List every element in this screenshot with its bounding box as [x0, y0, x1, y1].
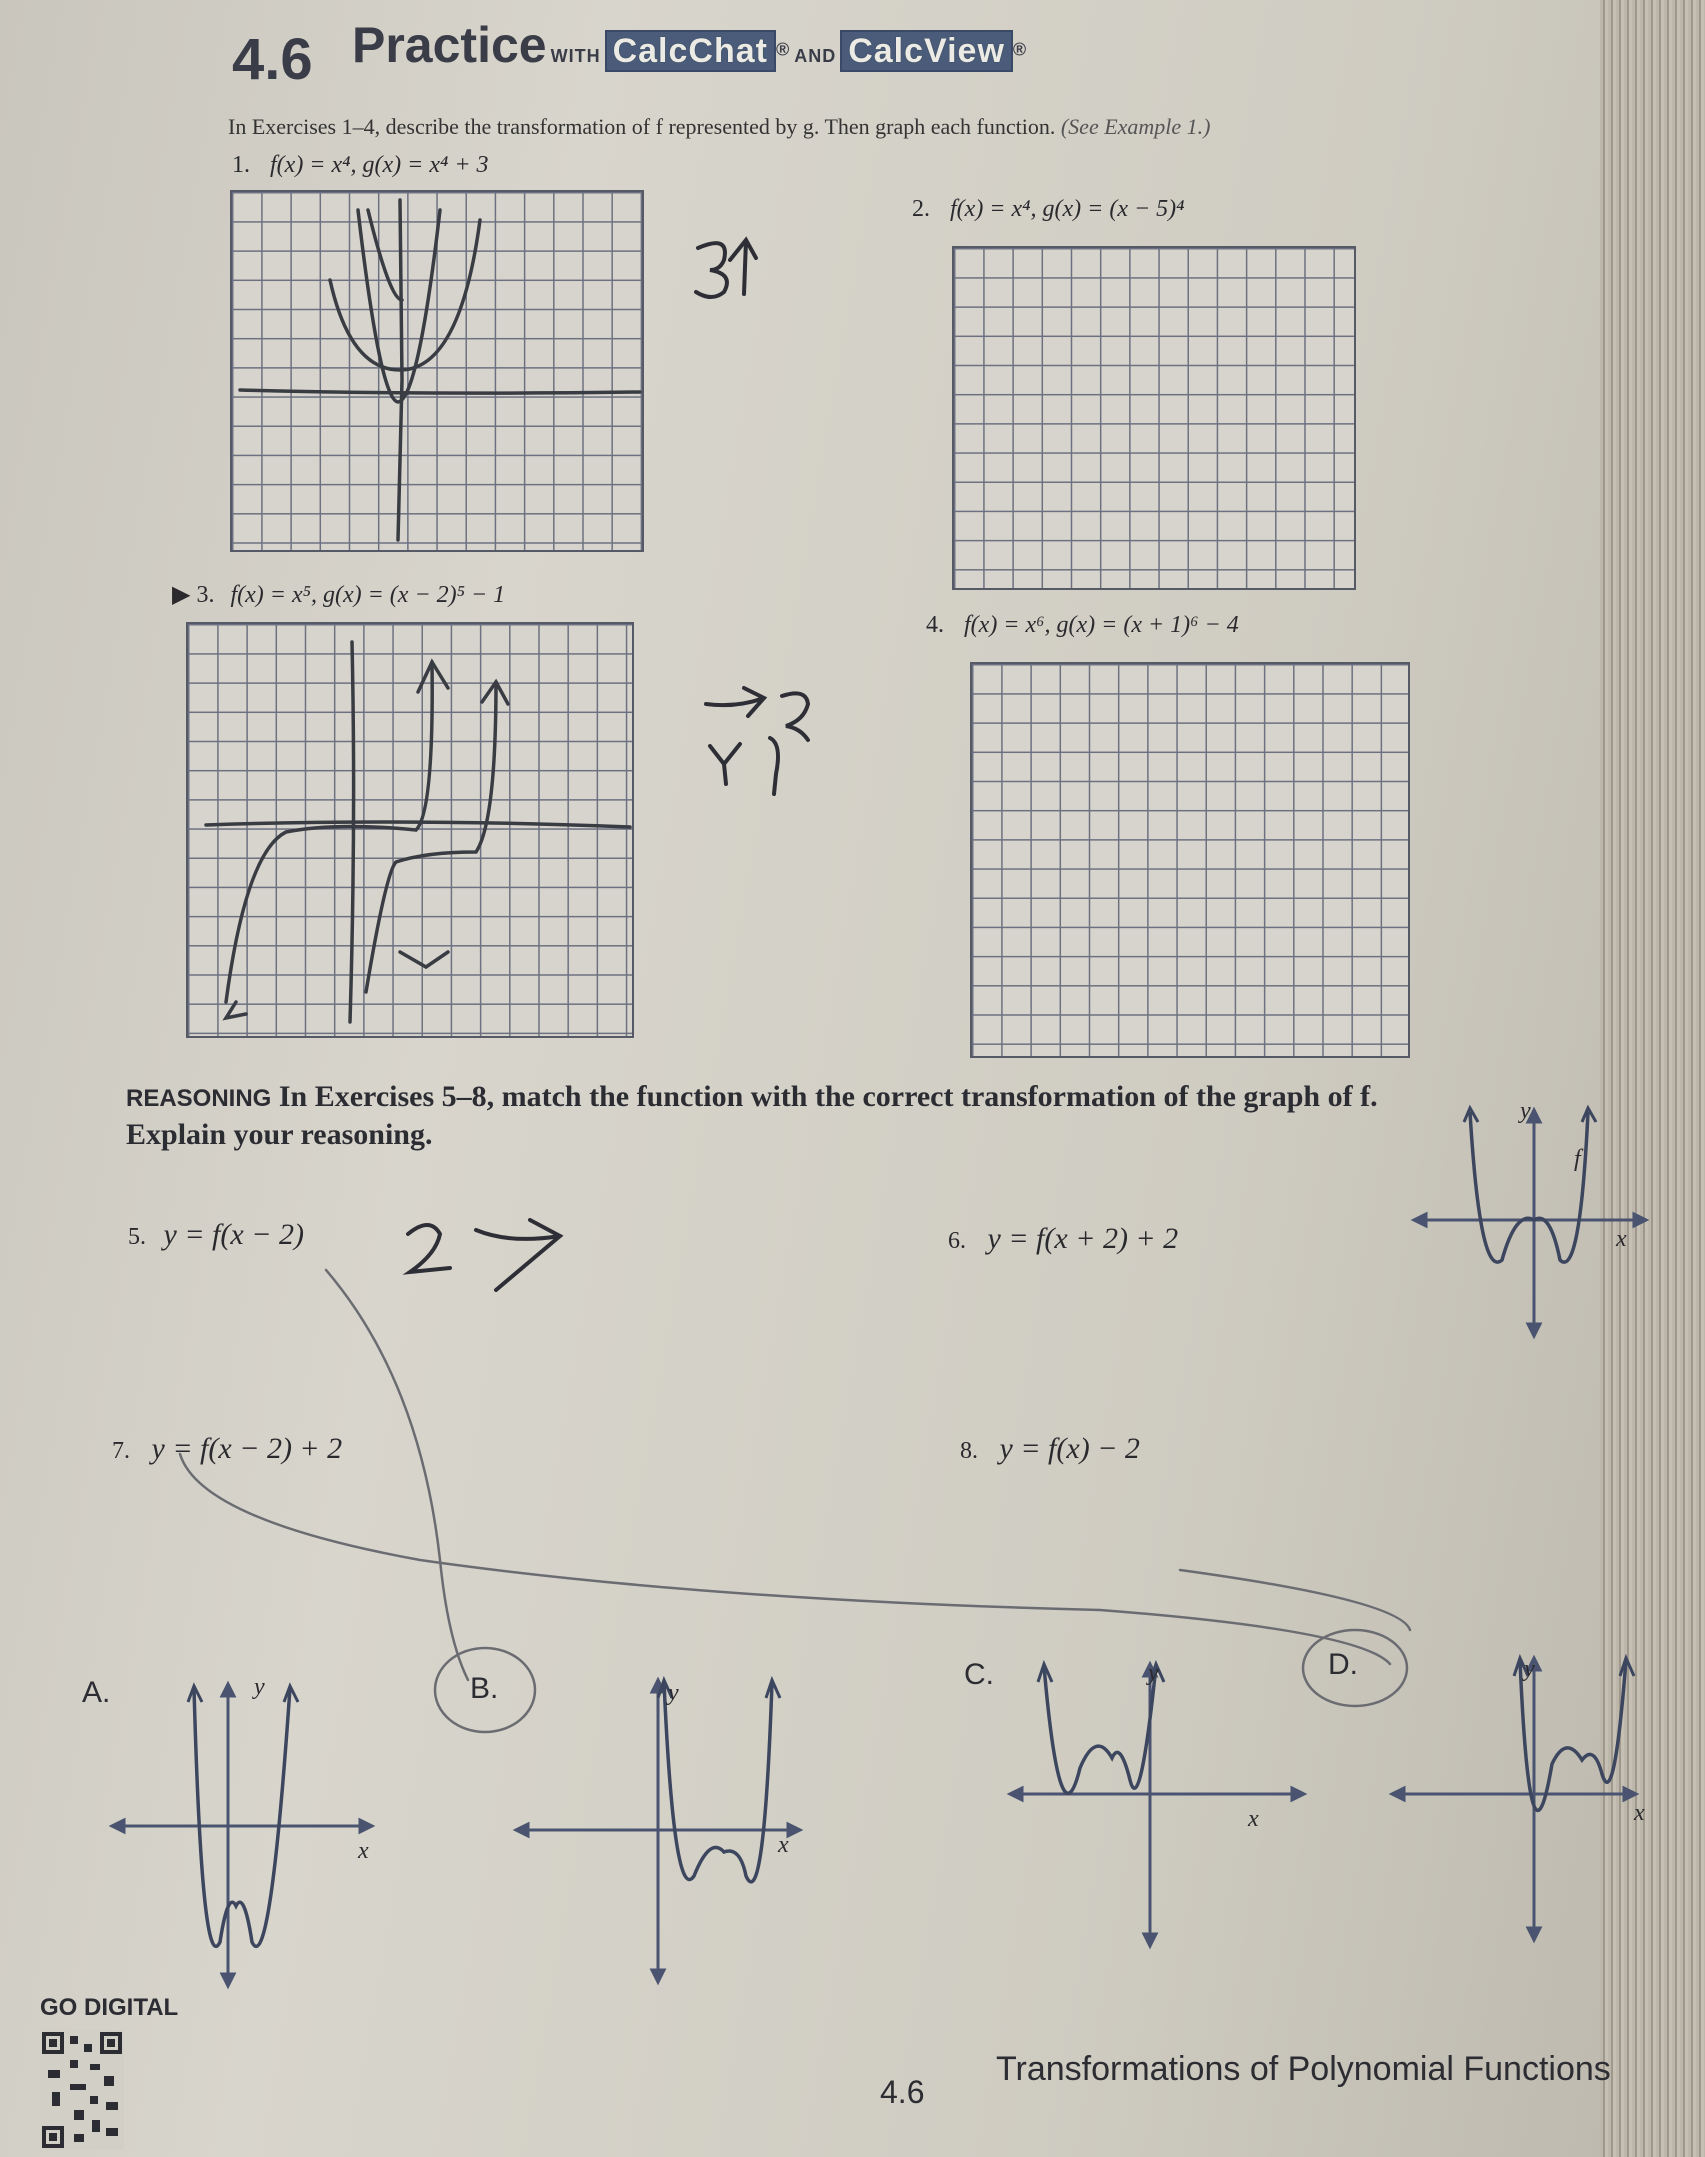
choice-d-y-label: y [1524, 1656, 1535, 1682]
exercise-number: 2. [912, 196, 930, 222]
qr-code-icon[interactable] [40, 2030, 124, 2150]
choice-a-x-label: x [358, 1838, 369, 1864]
exercise-equation: f(x) = x⁵, g(x) = (x − 2)⁵ − 1 [230, 582, 506, 608]
exercise-equation: f(x) = x⁶, g(x) = (x + 1)⁶ − 4 [964, 612, 1239, 638]
reasoning-text: In Exercises 5–8, match the function with the correct transformation of the graph of f. [278, 1080, 1378, 1113]
reasoning-label: REASONING [126, 1085, 272, 1112]
choice-d-graph [1390, 1654, 1640, 1944]
exercise-equation: y = f(x) − 2 [999, 1432, 1140, 1465]
exercise-number: 4. [926, 612, 944, 638]
section-number: 4.6 [232, 27, 313, 92]
choice-d-x-label: x [1634, 1800, 1645, 1826]
instructions-text: In Exercises 1–4, describe the transformation of f represented by g. Then graph each function. [228, 114, 1056, 139]
reasoning-line2: Explain your reasoning. [126, 1118, 433, 1151]
choice-c-label[interactable]: C. [964, 1658, 994, 1691]
footer-section-title: Transformations of Polynomial Functions [996, 2050, 1611, 2088]
calcchat-logo: CalcChat [605, 30, 776, 72]
choice-c-y-label: y [1148, 1660, 1159, 1686]
choice-a-label[interactable]: A. [82, 1676, 111, 1709]
footer-section-number: 4.6 [880, 2074, 925, 2110]
choice-b-graph [514, 1676, 804, 1986]
choice-c-x-label: x [1248, 1806, 1259, 1832]
exercise-number: 5. [128, 1224, 146, 1250]
reg-mark: ® [775, 39, 791, 60]
f-graph-y-label: y [1520, 1098, 1531, 1124]
exercise-number: 3. [196, 582, 215, 608]
choice-b-x-label: x [778, 1832, 789, 1858]
with-label: WITH [550, 46, 601, 66]
f-graph-x-label: x [1616, 1226, 1627, 1252]
reg-mark-2: ® [1012, 39, 1028, 60]
exercise-number: 6. [948, 1228, 966, 1254]
exercise-equation: y = f(x + 2) + 2 [987, 1222, 1179, 1255]
exercise-number: 1. [232, 152, 250, 178]
exercise-equation: y = f(x − 2) + 2 [151, 1432, 343, 1465]
calcview-logo: CalcView [840, 30, 1013, 72]
choice-a-graph [110, 1680, 380, 1990]
exercise-equation: y = f(x − 2) [163, 1218, 304, 1251]
practice-title: Practice [352, 17, 547, 73]
choice-d-label[interactable]: D. [1328, 1648, 1358, 1681]
choice-c-graph [1008, 1660, 1308, 1950]
exercise-equation: f(x) = x⁴, g(x) = (x − 5)⁴ [950, 196, 1185, 222]
exercise-number: 7. [112, 1438, 130, 1464]
choice-a-y-label: y [254, 1674, 265, 1700]
exercise-number: 8. [960, 1438, 978, 1464]
choice-b-label[interactable]: B. [470, 1672, 499, 1705]
and-label: AND [794, 46, 837, 66]
exercise-equation: f(x) = x⁴, g(x) = x⁴ + 3 [270, 152, 489, 178]
see-example-link[interactable]: (See Example 1.) [1060, 114, 1211, 139]
f-graph-f-label: f [1574, 1146, 1581, 1172]
choice-b-y-label: y [668, 1680, 679, 1706]
go-digital-label: GO DIGITAL [40, 1994, 179, 2021]
play-icon[interactable]: ▶ [172, 582, 191, 608]
